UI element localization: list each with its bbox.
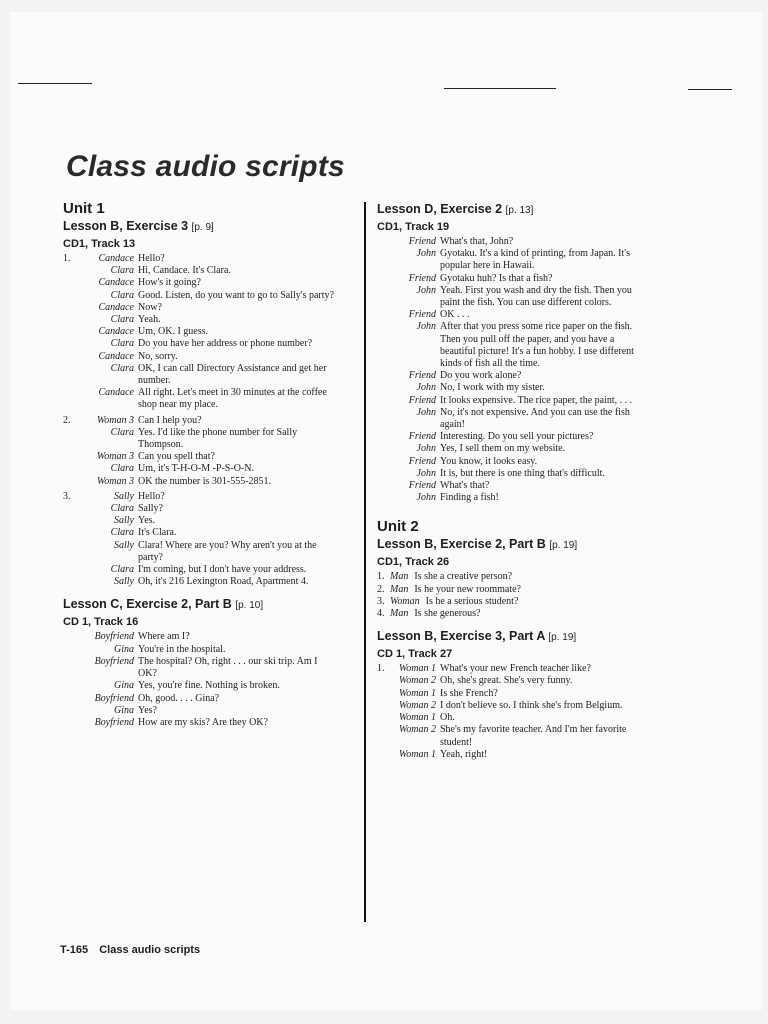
track-heading: CD1, Track 13: [63, 238, 136, 250]
dialogue-text: I don't believe so. I think she's from Belgium.: [440, 699, 623, 711]
lesson-title: Lesson B, Exercise 2, Part B: [377, 537, 550, 552]
dialogue-text: Where am I?: [138, 631, 190, 643]
lesson-heading: [377, 536, 652, 554]
script-section: [63, 200, 338, 588]
speaker-name: Friend: [408, 394, 436, 406]
dialogue-text: I'm coming, but I don't have your address.: [138, 564, 307, 576]
speaker-name: Gina: [114, 643, 134, 655]
dialogue-line: [377, 443, 652, 455]
dialogue-text: What's that, John?: [440, 236, 514, 247]
line-number: [377, 456, 392, 468]
speaker-name: Clara: [110, 289, 134, 301]
unit-heading: Unit 1: [63, 200, 105, 217]
line-number: [377, 236, 392, 248]
speaker-name: John: [416, 467, 436, 479]
dialogue-text: What's that?: [440, 480, 490, 492]
dialogue-text: Good. Listen, do you want to go to Sally's party?: [138, 289, 334, 301]
dialogue-line: [377, 321, 652, 370]
dialogue-line: [377, 285, 652, 309]
script-section: [63, 596, 338, 729]
dialogue-text: Gyotaku huh? Is that a fish?: [440, 272, 553, 284]
lesson-heading: [63, 596, 338, 614]
dialogue-line: [377, 749, 652, 761]
speaker-name: Woman 1: [398, 748, 436, 760]
line-number: [377, 285, 392, 309]
page-footer: [60, 944, 208, 956]
dialogue-line: [377, 675, 652, 687]
line-number: [63, 363, 78, 387]
speaker-name: Candace: [98, 277, 134, 289]
lesson-page-ref: [p. 13]: [505, 205, 534, 216]
line-number: [377, 724, 392, 748]
dialogue-line: [377, 663, 652, 675]
dialogue-text: You're in the hospital.: [138, 643, 226, 655]
line-number: [63, 717, 78, 729]
dialogue-text: No, I work with my sister.: [440, 382, 545, 394]
speaker-name: Clara: [110, 527, 134, 539]
line-number: [63, 515, 78, 527]
dialogue-text: Do you work alone?: [440, 370, 522, 382]
speaker-name: Woman 2: [398, 699, 436, 711]
dialogue-text: What's your new French teacher like?: [440, 663, 591, 675]
dialogue-text: After that you press some rice paper on the fish. Then you pull off the paper, and you have a beautiful picture! It's a fun hobby. I use different kinds of fish all the time.: [440, 321, 634, 370]
line-number: 1.: [377, 663, 385, 675]
dialogue-text: The hospital? Oh, right . . . our ski trip. Am I OK?: [138, 655, 318, 680]
dialogue-text: Is she a creative person?: [414, 571, 513, 583]
speaker-name: Friend: [408, 431, 436, 443]
speaker-name: Boyfriend: [94, 655, 134, 667]
speaker-name: Woman 3: [96, 414, 134, 426]
dialogue-line: [63, 705, 338, 717]
speaker-name: John: [416, 406, 436, 418]
line-number: [377, 273, 392, 285]
numbered-line: [377, 608, 652, 620]
dialogue-text: All right. Let's meet in 30 minutes at the coffee shop near my place.: [138, 387, 327, 411]
dialogue-text: Is he your new roommate?: [414, 583, 521, 595]
dialogue-text: Is he a serious student?: [425, 595, 519, 607]
speaker-name: John: [416, 284, 436, 296]
top-rule-mid: [444, 88, 556, 89]
line-number: [63, 705, 78, 717]
page-number: T-165: [60, 944, 89, 956]
speaker-name: Boyfriend: [94, 631, 134, 643]
line-number: [377, 443, 392, 455]
dialogue-line: [63, 644, 338, 656]
dialogue-line: [63, 693, 338, 705]
speaker-name: Gina: [114, 704, 134, 716]
dialogue-line: [377, 480, 652, 492]
speaker-name: Clara: [110, 564, 134, 576]
speaker-name: Clara: [110, 463, 134, 475]
line-number: 3.: [63, 490, 71, 502]
line-number: 3.: [377, 595, 385, 607]
line-number: [63, 540, 78, 564]
line-number: [377, 395, 392, 407]
line-number: [377, 492, 392, 504]
left-column: [63, 200, 338, 729]
dialogue-line: [377, 492, 652, 504]
line-number: [63, 427, 78, 451]
dialogue-line: [377, 407, 652, 431]
speaker-name: Woman 2: [398, 675, 436, 687]
line-number: [377, 480, 392, 492]
footer-label: Class audio scripts: [99, 944, 201, 956]
dialogue-line: [63, 476, 338, 488]
dialogue-text: She's my favorite teacher. And I'm her favorite student!: [440, 724, 627, 748]
speaker-name: Boyfriend: [94, 692, 134, 704]
dialogue-text: Hi, Candace. It's Clara.: [138, 265, 231, 277]
line-number: [377, 309, 392, 321]
dialogue-text: Yes, you're fine. Nothing is broken.: [138, 680, 280, 692]
dialogue-line: [63, 463, 338, 475]
dialogue-text: Oh.: [440, 712, 455, 724]
dialogue-line: [63, 338, 338, 350]
speaker-name: Woman 3: [96, 475, 134, 487]
dialogue-text: No, sorry.: [138, 350, 178, 362]
dialogue-line: [63, 363, 338, 387]
line-number: [63, 503, 78, 515]
dialogue-text: No, it's not expensive. And you can use the fish again!: [440, 406, 630, 431]
line-number: [63, 463, 78, 475]
dialogue-text: Hello?: [138, 253, 165, 264]
column-divider: [364, 202, 366, 922]
dialogue-text: OK the number is 301-555-2851.: [138, 475, 272, 487]
speaker-name: Sally: [114, 576, 134, 588]
top-rule-left: [18, 83, 92, 84]
line-number: [377, 407, 392, 431]
dialogue-text: Yeah. First you wash and dry the fish. Then you paint the fish. You can use different colors.: [440, 284, 632, 309]
speaker-name: John: [416, 248, 436, 260]
script-section: [377, 201, 652, 504]
speaker-name: Clara: [110, 362, 134, 374]
speaker-name: John: [416, 443, 436, 455]
dialogue-line: [63, 277, 338, 289]
dialogue-line: [63, 351, 338, 363]
dialogue-line: [63, 503, 338, 515]
dialogue-text: OK . . .: [440, 309, 470, 321]
dialogue-line: [63, 680, 338, 692]
dialogue-line: [377, 236, 652, 248]
dialogue-text: Sally?: [138, 503, 163, 515]
speaker-name: Clara: [110, 503, 134, 515]
dialogue-text: Yes?: [138, 704, 157, 716]
line-number: [63, 290, 78, 302]
line-number: [63, 631, 78, 643]
dialogue-line: [377, 700, 652, 712]
dialogue-line: [63, 387, 338, 411]
speaker-name: Clara: [110, 265, 134, 277]
lesson-page-ref: [p. 9]: [191, 222, 214, 233]
dialogue-line: [63, 427, 338, 451]
top-rule-right: [688, 89, 732, 90]
line-number: [63, 387, 78, 411]
line-number: [377, 370, 392, 382]
dialogue-text: Um, OK. I guess.: [138, 326, 208, 338]
line-number: [377, 248, 392, 272]
line-number: [63, 338, 78, 350]
speaker-name: Woman: [390, 595, 420, 607]
dialogue-line: [377, 382, 652, 394]
dialogue-line: [63, 326, 338, 338]
speaker-name: Friend: [408, 236, 436, 247]
speaker-name: Friend: [408, 370, 436, 382]
dialogue-line: [377, 309, 652, 321]
speaker-name: Sally: [114, 539, 134, 551]
line-number: [63, 265, 78, 277]
lesson-title: Lesson B, Exercise 3, Part A: [377, 629, 549, 644]
numbered-line: [377, 571, 652, 583]
dialogue-line: [63, 515, 338, 527]
line-number: [377, 321, 392, 370]
line-number: 4.: [377, 608, 385, 620]
speaker-name: Woman 1: [398, 663, 436, 675]
line-number: [63, 564, 78, 576]
dialogue-text: Clara! Where are you? Why aren't you at the party?: [138, 539, 317, 563]
line-number: [377, 382, 392, 394]
line-number: [63, 680, 78, 692]
dialogue-line: [377, 456, 652, 468]
page-title: Class audio scripts: [66, 150, 345, 183]
track-heading: CD1, Track 26: [377, 556, 450, 569]
dialogue-text: Yes, I sell them on my website.: [440, 443, 566, 455]
dialogue-line: [63, 302, 338, 314]
dialogue-line: [63, 290, 338, 302]
line-number: 2.: [63, 414, 71, 426]
line-number: [63, 693, 78, 705]
speaker-name: John: [416, 492, 436, 504]
line-number: [63, 656, 78, 680]
dialogue-text: Oh, it's 216 Lexington Road, Apartment 4.: [138, 576, 309, 588]
dialogue-line: [63, 656, 338, 680]
lesson-page-ref: [p. 19]: [548, 632, 577, 644]
dialogue-line: [377, 395, 652, 407]
speaker-name: Boyfriend: [94, 716, 134, 728]
line-number: [63, 476, 78, 488]
line-number: [63, 302, 78, 314]
line-number: [63, 576, 78, 588]
speaker-name: Clara: [110, 338, 134, 350]
dialogue-line: [63, 631, 338, 643]
speaker-name: Candace: [98, 350, 134, 362]
track-heading: CD 1, Track 27: [377, 648, 453, 661]
speaker-name: John: [416, 382, 436, 394]
dialogue-text: Do you have her address or phone number?: [138, 338, 313, 350]
lesson-heading: [63, 218, 338, 236]
dialogue-text: It's Clara.: [138, 527, 177, 539]
dialogue-text: It looks expensive. The rice paper, the paint, . . .: [440, 394, 633, 406]
line-number: [63, 314, 78, 326]
dialogue-line: [377, 370, 652, 382]
dialogue-line: [63, 576, 338, 588]
dialogue-line: [377, 712, 652, 724]
dialogue-line: [63, 253, 338, 265]
dialogue-text: Gyotaku. It's a kind of printing, from Japan. It's popular here in Hawaii.: [440, 248, 630, 272]
dialogue-text: Um, it's T-H-O-M -P-S-O-N.: [138, 463, 254, 475]
numbered-line: [377, 596, 652, 608]
speaker-name: Sally: [114, 490, 134, 502]
dialogue-text: It is, but there is one thing that's difficult.: [440, 467, 605, 479]
speaker-name: Friend: [408, 455, 436, 467]
lesson-title: Lesson D, Exercise 2: [377, 202, 506, 216]
dialogue-text: Hello?: [138, 490, 165, 502]
dialogue-line: [63, 314, 338, 326]
line-number: [377, 712, 392, 724]
line-number: [377, 431, 392, 443]
dialogue-text: Can I help you?: [138, 414, 202, 426]
line-number: [377, 688, 392, 700]
line-number: 2.: [377, 583, 385, 595]
dialogue-line: [377, 468, 652, 480]
lesson-title: Lesson C, Exercise 2, Part B: [63, 597, 236, 612]
lesson-heading: [377, 628, 652, 646]
dialogue-text: How's it going?: [138, 277, 201, 289]
script-section: [377, 518, 652, 620]
line-number: [63, 277, 78, 289]
dialogue-text: Interesting. Do you sell your pictures?: [440, 431, 594, 443]
lesson-page-ref: [p. 19]: [549, 540, 578, 552]
script-section: [377, 628, 652, 761]
lesson-title: Lesson B, Exercise 3: [63, 219, 192, 233]
dialogue-text: How are my skis? Are they OK?: [138, 716, 268, 728]
line-number: [377, 749, 392, 761]
dialogue-text: Is she French?: [440, 687, 498, 699]
dialogue-line: [63, 540, 338, 564]
speaker-name: Gina: [114, 680, 134, 692]
dialogue-line: [377, 688, 652, 700]
speaker-name: Woman 2: [398, 724, 436, 736]
dialogue-line: [377, 724, 652, 748]
line-number: [63, 527, 78, 539]
speaker-name: Candace: [98, 253, 134, 264]
dialogue-line: [63, 415, 338, 427]
line-number: 1.: [63, 253, 71, 264]
dialogue-line: [63, 564, 338, 576]
speaker-name: Clara: [110, 426, 134, 438]
track-heading: CD 1, Track 16: [63, 616, 139, 629]
speaker-name: Friend: [408, 309, 436, 321]
speaker-name: Woman 1: [398, 687, 436, 699]
dialogue-line: [63, 527, 338, 539]
speaker-name: Friend: [408, 480, 436, 492]
dialogue-text: Yeah, right!: [440, 748, 488, 760]
dialogue-text: OK, I can call Directory Assistance and get her number.: [138, 362, 327, 387]
dialogue-text: Yes.: [138, 515, 156, 527]
dialogue-text: Oh, she's great. She's very funny.: [440, 675, 573, 687]
speaker-name: Man: [390, 583, 409, 595]
track-heading: CD1, Track 19: [377, 221, 450, 233]
line-number: [377, 675, 392, 687]
dialogue-line: [63, 265, 338, 277]
dialogue-line: [377, 248, 652, 272]
speaker-name: Woman 3: [96, 451, 134, 463]
line-number: [63, 326, 78, 338]
speaker-name: Candace: [98, 387, 134, 399]
speaker-name: Candace: [98, 301, 134, 313]
line-number: [63, 351, 78, 363]
dialogue-text: Yes. I'd like the phone number for Sally Thompson.: [138, 426, 298, 451]
lesson-page-ref: [p. 10]: [235, 600, 264, 612]
right-column: [377, 201, 652, 761]
speaker-name: Man: [390, 608, 409, 620]
dialogue-line: [377, 273, 652, 285]
dialogue-line: [377, 431, 652, 443]
dialogue-line: [63, 491, 338, 503]
unit-heading: Unit 2: [377, 518, 419, 536]
speaker-name: Woman 1: [398, 712, 436, 724]
speaker-name: Sally: [114, 515, 134, 527]
dialogue-text: Yeah.: [138, 314, 161, 326]
speaker-name: Candace: [98, 326, 134, 338]
speaker-name: Man: [390, 571, 409, 583]
line-number: [63, 644, 78, 656]
dialogue-text: Now?: [138, 301, 162, 313]
dialogue-line: [63, 717, 338, 729]
dialogue-text: Oh, good. . . . Gina?: [138, 692, 220, 704]
dialogue-text: Is she generous?: [414, 608, 481, 620]
line-number: [377, 468, 392, 480]
dialogue-line: [63, 451, 338, 463]
numbered-line: [377, 584, 652, 596]
dialogue-text: Finding a fish!: [440, 492, 499, 504]
lesson-heading: [377, 201, 652, 219]
line-number: [63, 451, 78, 463]
dialogue-text: You know, it looks easy.: [440, 455, 538, 467]
speaker-name: Friend: [408, 272, 436, 284]
dialogue-text: Can you spell that?: [138, 451, 215, 463]
speaker-name: John: [416, 321, 436, 333]
line-number: 1.: [377, 571, 385, 583]
line-number: [377, 700, 392, 712]
speaker-name: Clara: [110, 314, 134, 326]
